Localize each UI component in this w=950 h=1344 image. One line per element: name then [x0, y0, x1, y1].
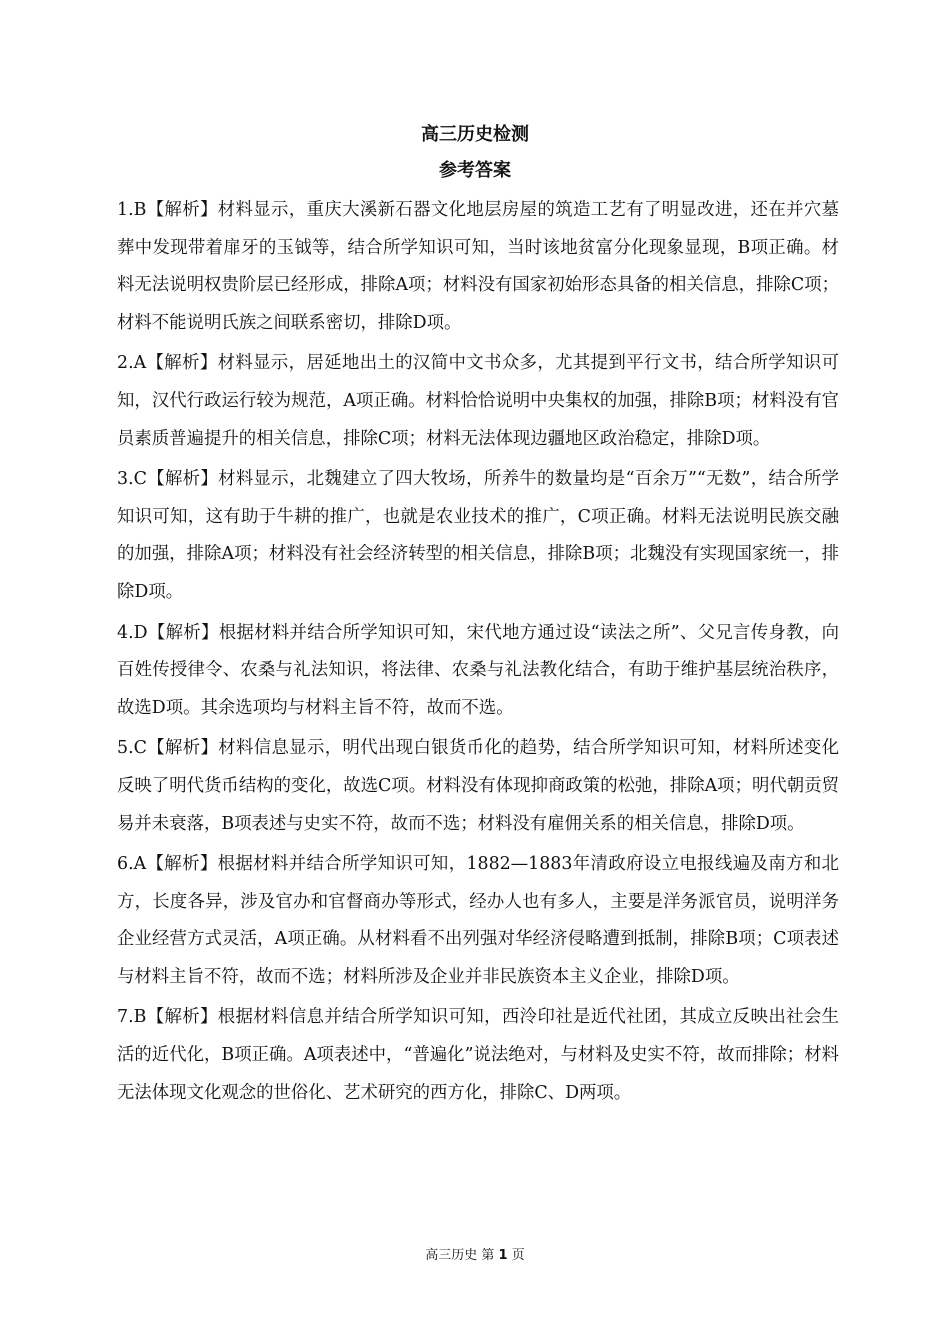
footer-page-number: 1	[498, 1248, 508, 1263]
footer-prefix: 高三历史 第	[425, 1248, 495, 1263]
answer-item-3: 3.C【解析】材料显示，北魏建立了四大牧场，所养牛的数量均是“百余万”“无数”，结合所学知识可知，这有助于牛耕的推广，也就是农业技术的推广，C项正确。材料无法说明民族交融的加强，排除A项；材料没有社会经济转型的相关信息，排除B项；北魏没有实现国家统一，排除D项。	[117, 469, 839, 602]
answer-item-6: 6.A【解析】根据材料并结合所学知识可知，1882—1883年清政府设立电报线遍及南方和北方，长度各异，涉及官办和官督商办等形式，经办人也有多人，主要是洋务派官员，说明洋务企业经营方式灵活，A项正确。从材料看不出列强对华经济侵略遭到抵制，排除B项；C项表述与材料主旨不符，故而不选；材料所涉及企业并非民族资本主义企业，排除D项。	[117, 854, 839, 987]
answer-list	[117, 192, 839, 1115]
document-subtitle: 参考答案	[439, 160, 511, 181]
document-title: 高三历史检测	[421, 124, 529, 145]
footer-suffix: 页	[511, 1248, 525, 1263]
answer-item-4: 4.D【解析】根据材料并结合所学知识可知，宋代地方通过设“读法之所”、父兄言传身教，向百姓传授律令、农桑与礼法知识，将法律、农桑与礼法教化结合，有助于维护基层统治秩序，故选D项。其余选项均与材料主旨不符，故而不选。	[117, 622, 839, 718]
answer-item-2: 2.A【解析】材料显示，居延地出土的汉简中文书众多，尤其提到平行文书，结合所学知识可知，汉代行政运行较为规范，A项正确。材料恰恰说明中央集权的加强，排除B项；材料没有官员素质普遍提升的相关信息，排除C项；材料无法体现边疆地区政治稳定，排除D项。	[117, 353, 839, 449]
answer-item-1: 1.B【解析】材料显示，重庆大溪新石器文化地层房屋的筑造工艺有了明显改进，还在并穴墓葬中发现带着扉牙的玉钺等，结合所学知识可知，当时该地贫富分化现象显现，B项正确。材料无法说明权贵阶层已经形成，排除A项；材料没有国家初始形态具备的相关信息，排除C项；材料不能说明氏族之间联系密切，排除D项。	[117, 200, 839, 333]
answer-item-7: 7.B【解析】根据材料信息并结合所学知识可知，西泠印社是近代社团，其成立反映出社会生活的近代化，B项正确。A项表述中，“普遍化”说法绝对，与材料及史实不符，故而排除；材料无法体现文化观念的世俗化、艺术研究的西方化，排除C、D两项。	[117, 1007, 839, 1103]
answer-item-5: 5.C【解析】材料信息显示，明代出现白银货币化的趋势，结合所学知识可知，材料所述变化反映了明代货币结构的变化，故选C项。材料没有体现抑商政策的松弛，排除A项；明代朝贡贸易并未衰落，B项表述与史实不符，故而不选；材料没有雇佣关系的相关信息，排除D项。	[117, 738, 839, 834]
page-footer	[0, 1246, 950, 1266]
